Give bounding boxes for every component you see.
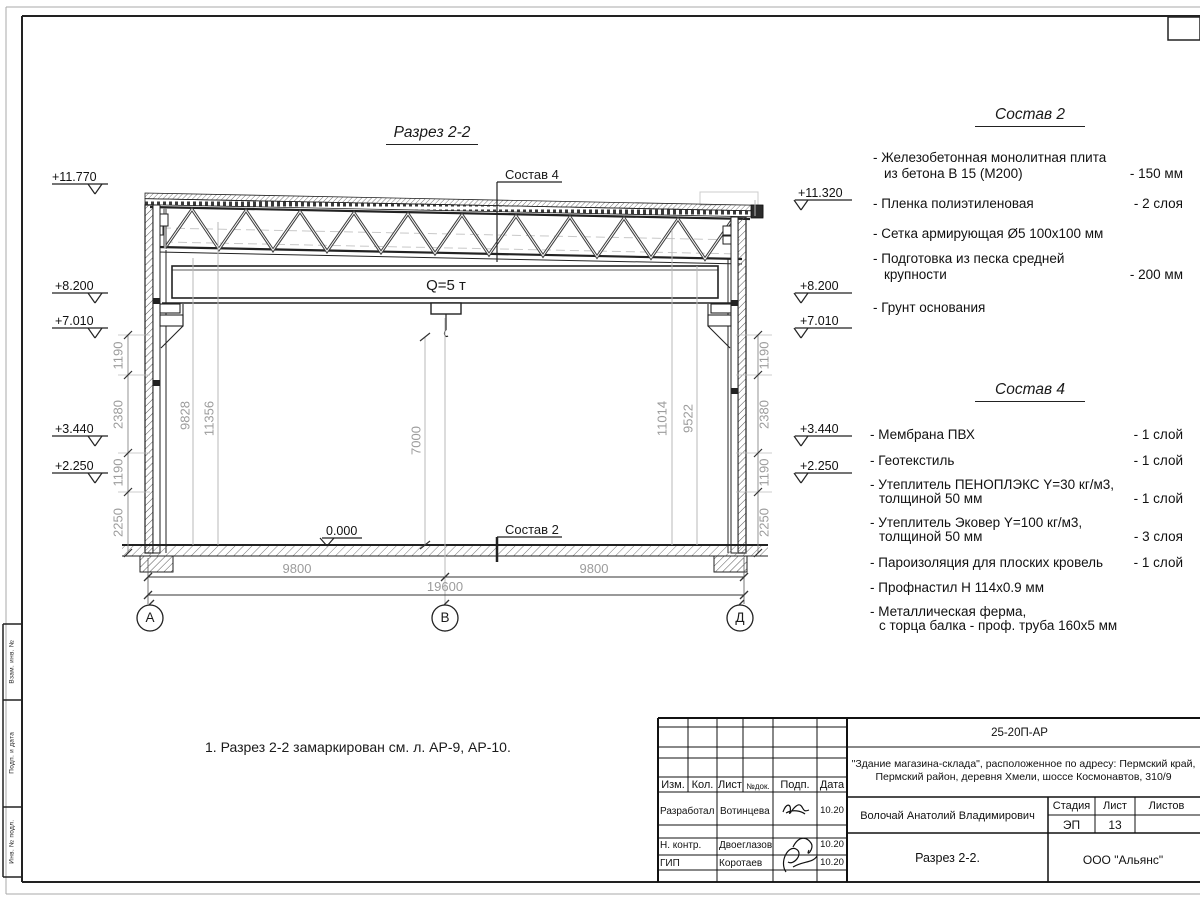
row-gip-name: Коротаев bbox=[719, 858, 763, 869]
sostav2-title: Состав 2 bbox=[975, 106, 1085, 127]
col-header-podp: Подп. bbox=[780, 779, 810, 791]
stage-value: ЭП bbox=[1062, 818, 1081, 832]
height-dim-11014: 11014 bbox=[654, 400, 670, 437]
chain-left-2: 1190 bbox=[110, 458, 126, 487]
col-header-kol: Кол. bbox=[691, 779, 714, 791]
sostav2-item-0-value: - 150 мм bbox=[1129, 166, 1183, 181]
sostav4-item-5-line1: - Профнастил Н 114x0.9 мм bbox=[870, 580, 1044, 595]
sostav2-item-0-line1: - Железобетонная монолитная плита bbox=[873, 150, 1107, 165]
stage-header: Стадия bbox=[1052, 800, 1091, 812]
elevation-left-0: +11.770 bbox=[52, 170, 97, 184]
col-header-izm: Изм. bbox=[661, 779, 685, 791]
side-stamp-cell-2: Инв. № подл. bbox=[8, 819, 16, 864]
elevation-left-1: +8.200 bbox=[55, 279, 94, 293]
callout-sostav4: Состав 4 bbox=[505, 167, 559, 182]
sheet-header: Лист bbox=[1103, 800, 1127, 812]
signature-razrabotal bbox=[783, 805, 809, 814]
height-dim-11356: 11356 bbox=[201, 400, 217, 437]
row-gip-date: 10.20 bbox=[820, 857, 844, 868]
elevation-left-3: +3.440 bbox=[55, 422, 94, 436]
sostav4-item-3-line2: толщиной 50 мм bbox=[879, 529, 983, 544]
sostav4-item-3-line1: - Утеплитель Эковер Y=100 кг/м3, bbox=[870, 515, 1083, 530]
sostav4-item-0-line1: - Мембрана ПВХ bbox=[870, 427, 975, 442]
format-box bbox=[1168, 17, 1200, 40]
chain-right-0: 1190 bbox=[756, 341, 772, 370]
elevation-right-3: +3.440 bbox=[800, 422, 839, 436]
elevation-left-4: +2.250 bbox=[55, 459, 94, 473]
row-ncontr-date: 10.20 bbox=[820, 839, 844, 850]
sheets-header: Листов bbox=[1148, 800, 1185, 812]
height-dim-7000: 7000 bbox=[408, 426, 424, 455]
sostav4-title: Состав 4 bbox=[975, 381, 1085, 402]
sostav2-item-3-line1: - Подготовка из песка средней bbox=[873, 251, 1065, 266]
sostav2-item-4-line1: - Грунт основания bbox=[873, 300, 986, 315]
sostav4-item-4-line1: - Пароизоляция для плоских кровель bbox=[870, 555, 1104, 570]
sostav2-item-1-value: - 2 слоя bbox=[1133, 196, 1183, 211]
sostav4-item-6-line1: - Металлическая ферма, bbox=[870, 604, 1027, 619]
elevation-right-0: +11.320 bbox=[798, 186, 843, 200]
crane-capacity-label: Q=5 т bbox=[426, 277, 466, 294]
doc-number: 25-20П-АР bbox=[991, 727, 1048, 739]
elevation-right-4: +2.250 bbox=[800, 459, 839, 473]
sostav2-item-1-line1: - Пленка полиэтиленовая bbox=[873, 196, 1034, 211]
sostav2-item-0-line2: из бетона В 15 (М200) bbox=[884, 166, 1023, 181]
sostav2-item-2-line1: - Сетка армирующая Ø5 100x100 мм bbox=[873, 226, 1104, 241]
row-razrabotal-date: 10.20 bbox=[820, 805, 844, 816]
project-address-line2: Пермский район, деревня Хмели, шоссе Космонавтов, 310/9 bbox=[875, 771, 1172, 783]
span-dim-2: 9800 bbox=[579, 561, 609, 576]
chain-right-3: 2250 bbox=[756, 508, 772, 537]
sostav4-item-2-line1: - Утеплитель ПЕНОПЛЭКС Y=30 кг/м3, bbox=[870, 477, 1115, 492]
col-header-list: Лист bbox=[718, 779, 742, 791]
chain-left-0: 1190 bbox=[110, 341, 126, 370]
row-ncontr-role: Н. контр. bbox=[660, 840, 702, 851]
sostav4-item-0-value: - 1 слой bbox=[1133, 427, 1183, 442]
roof-truss bbox=[150, 207, 750, 264]
approver-name: Волочай Анатолий Владимирович bbox=[860, 810, 1035, 822]
elevation-right-1: +8.200 bbox=[800, 279, 839, 293]
sostav4-item-6-line2: с торца балка - проф. труба 160x5 мм bbox=[879, 618, 1118, 633]
sheet-number: 13 bbox=[1108, 818, 1122, 832]
col-header-ndok: №док. bbox=[746, 782, 770, 791]
row-razrabotal-role: Разработал bbox=[660, 806, 715, 817]
axis-label-d: Д bbox=[735, 610, 745, 625]
axis-label-a: А bbox=[145, 610, 155, 625]
sostav4-item-1-line1: - Геотекстиль bbox=[870, 453, 955, 468]
note-text: 1. Разрез 2-2 замаркирован см. л. АР-9, АР-10. bbox=[205, 739, 511, 755]
crane-trolley bbox=[431, 303, 461, 314]
sostav4-item-3-value: - 3 слоя bbox=[1133, 529, 1183, 544]
callout-leaders bbox=[497, 182, 562, 562]
col-header-data: Дата bbox=[819, 779, 845, 791]
project-address-line1: "Здание магазина-склада", расположенное по адресу: Пермский край, bbox=[851, 758, 1196, 770]
chain-right-1: 2380 bbox=[756, 400, 772, 429]
side-stamp-cell-0: Взам. инв. № bbox=[8, 639, 16, 684]
chain-left-3: 2250 bbox=[110, 508, 126, 537]
chain-left-1: 2380 bbox=[110, 400, 126, 429]
sostav2-item-3-value: - 200 мм bbox=[1129, 267, 1183, 282]
zero-level-label: 0.000 bbox=[326, 524, 358, 538]
height-dim-9522: 9522 bbox=[680, 404, 696, 433]
elevation-right-2: +7.010 bbox=[800, 314, 839, 328]
row-gip-role: ГИП bbox=[660, 858, 680, 869]
row-ncontr-name: Двоеглазов bbox=[719, 840, 773, 851]
height-dim-9828: 9828 bbox=[177, 401, 193, 430]
total-dim: 19600 bbox=[426, 579, 464, 594]
side-stamp-cell-1: Подп. и дата bbox=[8, 731, 16, 774]
sostav4-item-1-value: - 1 слой bbox=[1133, 453, 1183, 468]
row-razrabotal-name: Вотинцева bbox=[720, 806, 770, 817]
sostav4-item-2-value: - 1 слой bbox=[1133, 491, 1183, 506]
sostav4-item-2-line2: толщиной 50 мм bbox=[879, 491, 983, 506]
section-title: Разрез 2-2 bbox=[386, 124, 478, 145]
sostav4-item-4-value: - 1 слой bbox=[1133, 555, 1183, 570]
elevation-left-2: +7.010 bbox=[55, 314, 94, 328]
chain-right-2: 1190 bbox=[756, 458, 772, 487]
drawing-name: Разрез 2-2. bbox=[915, 851, 980, 865]
callout-sostav2: Состав 2 bbox=[505, 522, 559, 537]
axis-label-b: В bbox=[440, 610, 450, 625]
sostav2-item-3-line2: крупности bbox=[884, 267, 947, 282]
span-dim-1: 9800 bbox=[282, 561, 312, 576]
company-name: ООО "Альянс" bbox=[1082, 853, 1164, 867]
